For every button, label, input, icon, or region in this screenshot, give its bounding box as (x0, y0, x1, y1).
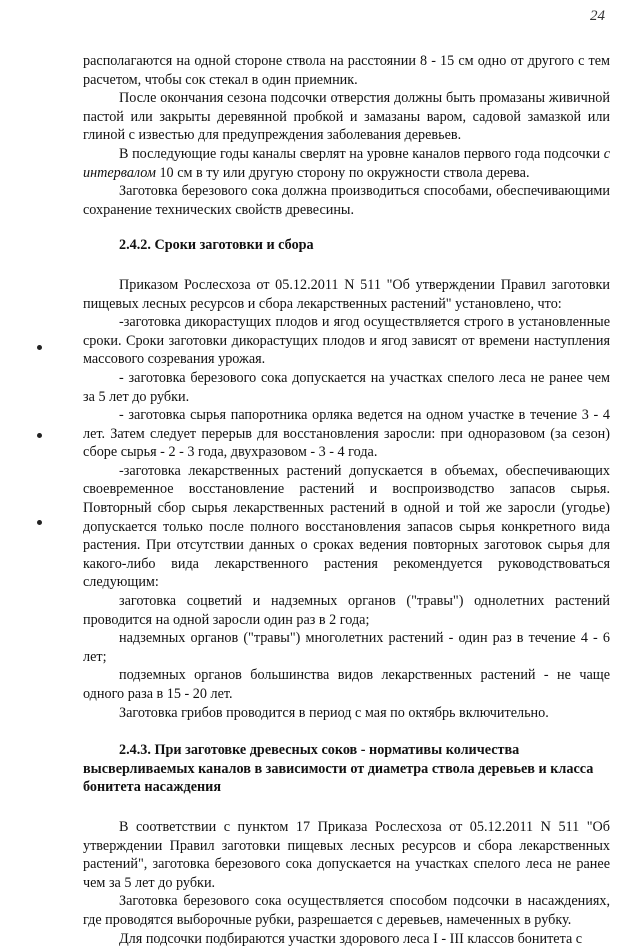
document-page (83, 52, 610, 948)
paragraph: Заготовка грибов проводится в период с мая по октябрь включительно. (119, 704, 549, 721)
paragraph: Приказом Рослесхоза от 05.12.2011 N 511 "Об утверждении Правил заготовки пищевых лесных ресурсов и сбора лекарственных растений" установлено, что: (83, 276, 610, 312)
list-item: -заготовка дикорастущих плодов и ягод осуществляется строго в установленные сроки. Сроки заготовки дикорастущих плодов и ягод зависят от времени наступления массового созревания урожая. (83, 314, 610, 368)
page-number: 24 (590, 8, 605, 24)
paragraph: заготовка соцветий и надземных органов ("травы") однолетних растений проводится на одной заросли один раз в 2 года; (83, 593, 610, 628)
paragraph: Для подсочки подбираются участки здорового леса I - III классов бонитета с (119, 930, 583, 947)
italic-term: с интервалом (83, 145, 610, 181)
margin-bullet-mark (37, 345, 42, 350)
paragraph: подземных органов большинства видов лекарственных растений - не чаще одного раза в 15 - 20 лет. (83, 667, 610, 702)
paragraph: надземных органов ("травы") многолетних растений - один раз в течение 4 - 6 лет; (83, 630, 610, 665)
paragraph: После окончания сезона подсочки отверстия должны быть промазаны живичной пастой или закрыты деревянной пробкой и замазаны варом, садовой замазкой или глиной с известью для предупреждения заболевания деревьев. (83, 90, 610, 144)
section-heading: 2.4.2. Сроки заготовки и сбора (119, 237, 314, 254)
paragraph-text: 10 см в ту или другую сторону по окружности ствола дерева. (155, 164, 530, 181)
paragraph-text: В последующие годы каналы сверлят на уровне каналов первого года подсочки (119, 145, 604, 162)
paragraph (83, 145, 610, 182)
list-item: - заготовка березового сока допускается на участках спелого леса не ранее чем за 5 лет до рубки. (83, 369, 610, 405)
margin-bullet-mark (37, 433, 42, 438)
section-heading: 2.4.3. При заготовке древесных соков - нормативы количества высверливаемых каналов в зависимости от диаметра ствола деревьев и класса бонитета насаждения (83, 742, 594, 796)
paragraph: Заготовка березового сока осуществляется способом подсочки в насаждениях, где проводятся выборочные рубки, разрешается с деревьев, намеченных в рубку. (83, 893, 610, 928)
paragraph: Заготовка березового сока должна производиться способами, обеспечивающими сохранение технических свойств древесины. (83, 183, 610, 218)
paragraph: располагаются на одной стороне ствола на расстоянии 8 - 15 см одно от другого с тем расчетом, чтобы сок стекал в один приемник. (83, 53, 610, 88)
list-item: -заготовка лекарственных растений допускается в объемах, обеспечивающих своевременное восстановление растений и воспроизводство запасов сырья. Повторный сбор сырья лекарственных растений в одной и той же заросли (угодье) допускается только после полного восстановления запасов сырья конкретного вида растения. При отсутствии данных о сроках ведения повторных заготовок сырья для какого-либо вида лекарственного растения рекомендуется руководствоваться следующим: (83, 462, 610, 591)
margin-bullet-mark (37, 520, 42, 525)
list-item: - заготовка сырья папоротника орляка ведется на одном участке в течение 3 - 4 лет. Затем следует перерыв для восстановления заросли: при одноразовом (за сезон) сборе сырья - 2 - 3 года, двухразовом - 3 - 4 года. (83, 407, 610, 461)
paragraph: В соответствии с пунктом 17 Приказа Рослесхоза от 05.12.2011 N 511 "Об утверждении Правил заготовки пищевых лесных ресурсов и сбора лекарственных растений", заготовка березового сока допускается на участках спелого леса не ранее чем за 5 лет до рубки. (83, 818, 610, 891)
